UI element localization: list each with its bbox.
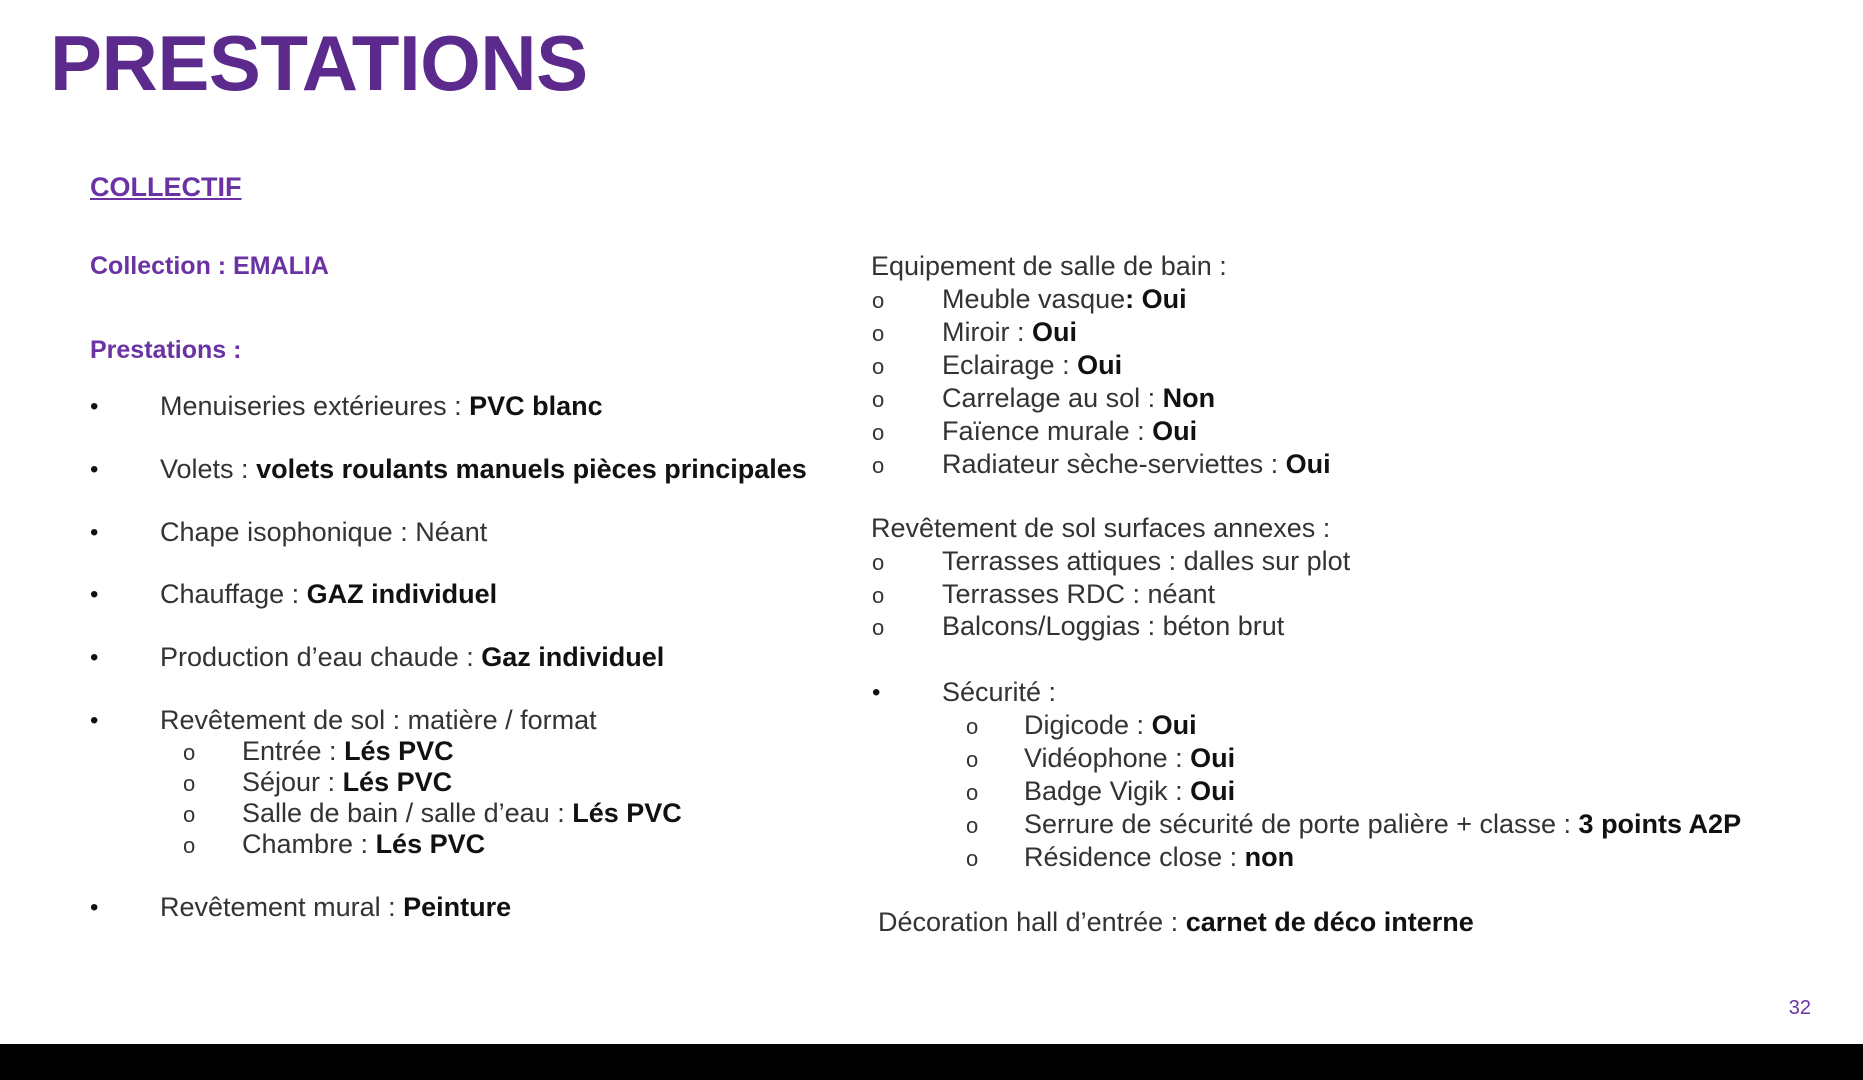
- bullet-icon: •: [90, 894, 99, 921]
- sub-item-entree: Entrée : Lés PVC: [242, 736, 454, 766]
- bullet-icon: •: [90, 581, 99, 608]
- circle-bullet-icon: o: [872, 615, 885, 640]
- bullet-icon: •: [90, 519, 99, 546]
- sub-item-salle-de-bain: Salle de bain / salle d’eau : Lés PVC: [242, 798, 682, 828]
- circle-bullet-icon: o: [872, 453, 885, 478]
- circle-bullet-icon: o: [966, 780, 979, 805]
- bathroom-item-miroir: Miroir : Oui: [942, 317, 1077, 347]
- circle-bullet-icon: o: [872, 288, 885, 313]
- page-title: PRESTATIONS: [50, 19, 588, 107]
- circle-bullet-icon: o: [183, 802, 196, 827]
- decoration-line: Décoration hall d’entrée : carnet de déco interne: [878, 907, 1474, 937]
- circle-bullet-icon: o: [872, 321, 885, 346]
- circle-bullet-icon: o: [966, 846, 979, 871]
- bathroom-item-faience: Faïence murale : Oui: [942, 416, 1198, 446]
- security-item-residence-close: Résidence close : non: [1024, 842, 1295, 872]
- circle-bullet-icon: o: [872, 583, 885, 608]
- bottom-bar: [0, 1044, 1863, 1080]
- annex-heading: Revêtement de sol surfaces annexes :: [871, 513, 1331, 543]
- security-item-digicode: Digicode : Oui: [1024, 710, 1197, 740]
- list-item-chape: Chape isophonique : Néant: [160, 517, 488, 547]
- prestations-label: Prestations :: [90, 336, 242, 364]
- security-item-videophone: Vidéophone : Oui: [1024, 743, 1236, 773]
- circle-bullet-icon: o: [183, 740, 196, 765]
- bullet-icon: •: [90, 393, 99, 420]
- bullet-icon: •: [872, 679, 881, 706]
- security-item-badge-vigik: Badge Vigik : Oui: [1024, 776, 1236, 806]
- circle-bullet-icon: o: [872, 550, 885, 575]
- list-item-revetement-sol: Revêtement de sol : matière / format: [160, 705, 597, 735]
- annex-item-terrasses-rdc: Terrasses RDC : néant: [942, 579, 1216, 609]
- bathroom-item-meuble: Meuble vasque: Oui: [942, 284, 1187, 314]
- collection-label: Collection : EMALIA: [90, 252, 329, 280]
- circle-bullet-icon: o: [183, 833, 196, 858]
- sub-item-sejour: Séjour : Lés PVC: [242, 767, 453, 797]
- page-number: 32: [1788, 997, 1811, 1019]
- bathroom-item-eclairage: Eclairage : Oui: [942, 350, 1123, 380]
- list-item-chauffage: Chauffage : GAZ individuel: [160, 579, 498, 609]
- security-item-serrure: Serrure de sécurité de porte palière + classe : 3 points A2P: [1024, 809, 1742, 839]
- circle-bullet-icon: o: [966, 747, 979, 772]
- circle-bullet-icon: o: [872, 387, 885, 412]
- annex-item-balcons: Balcons/Loggias : béton brut: [942, 611, 1285, 641]
- bullet-icon: •: [90, 644, 99, 671]
- circle-bullet-icon: o: [183, 771, 196, 796]
- bathroom-heading: Equipement de salle de bain :: [871, 251, 1227, 281]
- security-heading: Sécurité :: [942, 677, 1057, 707]
- circle-bullet-icon: o: [872, 420, 885, 445]
- annex-item-terrasses-attiques: Terrasses attiques : dalles sur plot: [942, 546, 1351, 576]
- bathroom-item-radiateur: Radiateur sèche-serviettes : Oui: [942, 449, 1331, 479]
- circle-bullet-icon: o: [966, 714, 979, 739]
- sub-item-chambre: Chambre : Lés PVC: [242, 829, 486, 859]
- list-item-volets: Volets : volets roulants manuels pièces principales: [160, 454, 807, 484]
- list-item-revetement-mural: Revêtement mural : Peinture: [160, 892, 512, 922]
- section-subtitle: COLLECTIF: [90, 172, 242, 202]
- bullet-icon: •: [90, 456, 99, 483]
- bullet-icon: •: [90, 707, 99, 734]
- list-item-eau-chaude: Production d’eau chaude : Gaz individuel: [160, 642, 665, 672]
- bathroom-item-carrelage: Carrelage au sol : Non: [942, 383, 1216, 413]
- list-item-menuiseries: Menuiseries extérieures : PVC blanc: [160, 391, 603, 421]
- circle-bullet-icon: o: [872, 354, 885, 379]
- circle-bullet-icon: o: [966, 813, 979, 838]
